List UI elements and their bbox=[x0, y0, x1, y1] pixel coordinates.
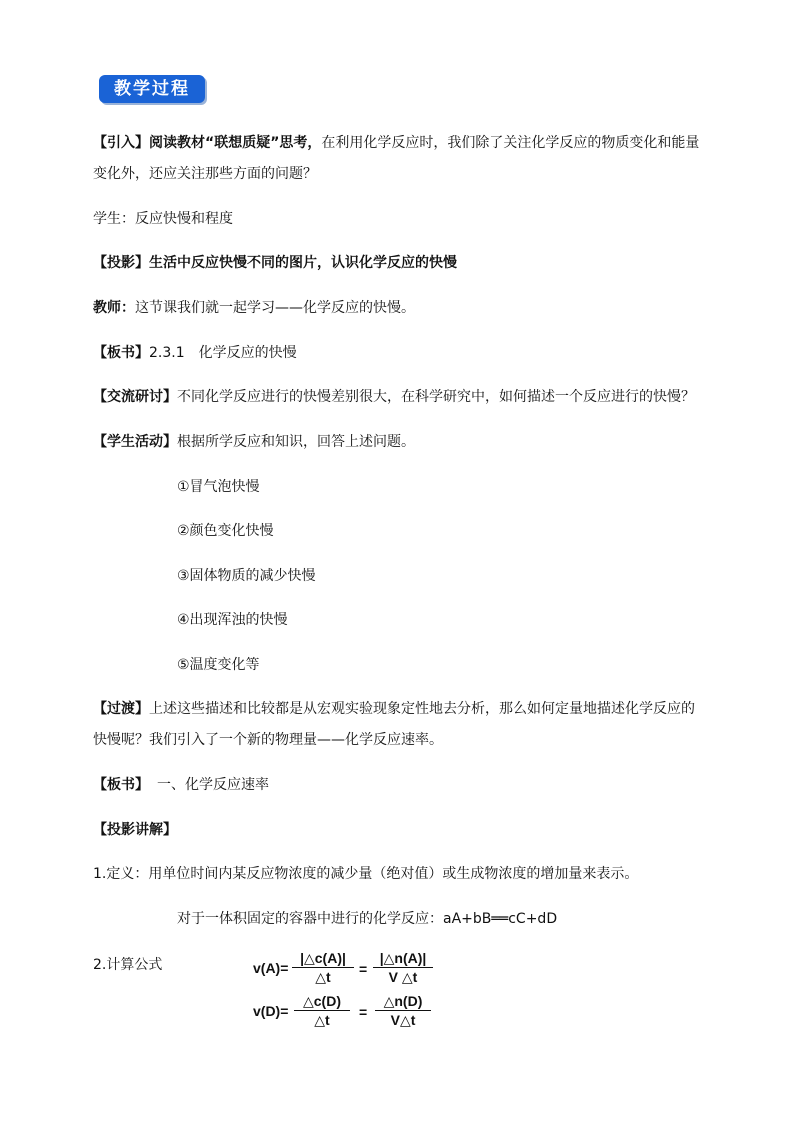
intro-text: 在利用化学反应时，我们除了关注化学反应的物质变化和能量变化外，还应关注那些方面的问题？ bbox=[93, 135, 700, 182]
student-reply: 学生：反应快慢和程度 bbox=[93, 211, 233, 227]
formula-row2-fraction1 bbox=[294, 993, 350, 1028]
discussion-line bbox=[93, 387, 695, 407]
formula-row2-denominator2: V△t bbox=[390, 1012, 416, 1028]
formula-row1-fraction2 bbox=[373, 950, 433, 985]
activity-item: ⑤温度变化等 bbox=[177, 657, 260, 673]
projection-tag-1: 【投影】 bbox=[93, 255, 149, 271]
intro-paragraph bbox=[93, 128, 703, 190]
board-line-2 bbox=[93, 775, 269, 795]
formula-row2-equals: = bbox=[359, 1004, 368, 1020]
transition-paragraph bbox=[93, 694, 703, 756]
projection-tag-2: 【投影讲解】 bbox=[93, 822, 177, 838]
activity-text: 根据所学反应和知识，回答上述问题。 bbox=[177, 434, 415, 450]
intro-bold-text: 阅读教材“联想质疑”思考， bbox=[149, 135, 322, 151]
discussion-tag: 【交流研讨】 bbox=[93, 389, 177, 405]
board-tag-1: 【板书】 bbox=[93, 345, 149, 361]
transition-text: 上述这些描述和比较都是从宏观实验现象定性地去分析，那么如何定量地描述化学反应的快慢呢？我们引入了一个新的物理量——化学反应速率。 bbox=[93, 701, 695, 748]
section-badge: 教学过程 bbox=[99, 75, 205, 103]
formula-row1-numerator1: |△c(A)| bbox=[292, 950, 354, 968]
board-tag-2: 【板书】 bbox=[93, 777, 149, 793]
intro-tag: 【引入】 bbox=[93, 135, 149, 151]
formula-row2-lhs: v(D)= bbox=[253, 1003, 289, 1019]
formula-row1-lhs: v(A)= bbox=[253, 960, 289, 976]
reaction-note: 对于一体积固定的容器中进行的化学反应：aA+bB══cC+dD bbox=[177, 911, 558, 927]
discussion-text: 不同化学反应进行的快慢差别很大，在科学研究中，如何描述一个反应进行的快慢？ bbox=[177, 389, 695, 405]
teacher-line bbox=[93, 298, 415, 318]
activity-item: ②颜色变化快慢 bbox=[177, 523, 274, 539]
formula-row2-denominator1: △t bbox=[314, 1012, 330, 1028]
board-line-1 bbox=[93, 343, 297, 363]
formula-row2-numerator1: △c(D) bbox=[294, 993, 350, 1011]
teacher-text: 这节课我们就一起学习——化学反应的快慢。 bbox=[135, 300, 415, 316]
formula-row1-fraction1 bbox=[292, 950, 354, 985]
definition-line: 1.定义：用单位时间内某反应物浓度的减少量（绝对值）或生成物浓度的增加量来表示。 bbox=[93, 866, 639, 882]
formula-row1-numerator2: |△n(A)| bbox=[373, 950, 433, 968]
formula-row2-fraction2 bbox=[375, 993, 431, 1028]
activity-tag: 【学生活动】 bbox=[93, 434, 177, 450]
projection-text-1: 生活中反应快慢不同的图片，认识化学反应的快慢 bbox=[149, 255, 457, 271]
activity-line bbox=[93, 432, 415, 452]
projection-line-1 bbox=[93, 253, 457, 273]
activity-item: ④出现浑浊的快慢 bbox=[177, 612, 288, 628]
formula-row1-denominator2: V △t bbox=[388, 969, 418, 985]
activity-item: ③固体物质的减少快慢 bbox=[177, 568, 316, 584]
teacher-label: 教师： bbox=[93, 300, 135, 316]
activity-item: ①冒气泡快慢 bbox=[177, 479, 260, 495]
board-text-2: 一、化学反应速率 bbox=[157, 777, 269, 793]
formula-row1-denominator1: △t bbox=[315, 969, 331, 985]
board-text-1: 2.3.1 化学反应的快慢 bbox=[149, 345, 297, 361]
formula-label: 2.计算公式 bbox=[93, 957, 163, 973]
formula-row1-equals: = bbox=[359, 961, 368, 977]
transition-tag: 【过渡】 bbox=[93, 701, 149, 717]
formula-row2-numerator2: △n(D) bbox=[375, 993, 431, 1011]
